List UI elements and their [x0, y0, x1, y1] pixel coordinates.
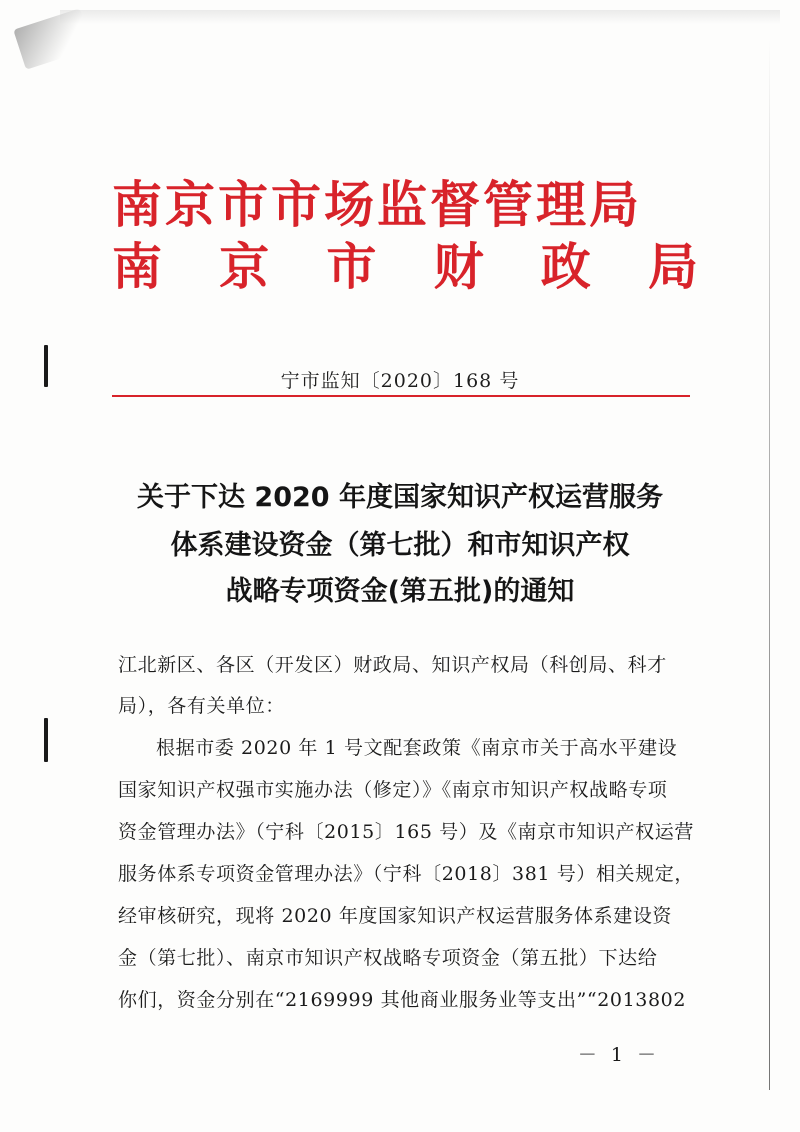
org-char: 京: [219, 238, 270, 296]
org-char: 局: [647, 238, 698, 296]
paragraph-line: 你们，资金分别在“2169999 其他商业服务业等支出”“2013802: [118, 989, 687, 1011]
red-divider: [112, 395, 690, 397]
paragraph-line: 根据市委 2020 年 1 号文配套政策《南京市关于高水平建设: [156, 737, 678, 759]
addressee-line: 局），各有关单位：: [118, 695, 285, 717]
issuing-org-2: [112, 238, 698, 296]
org-char: 政: [540, 238, 591, 296]
document-title-line: 战略专项资金(第五批)的通知: [225, 576, 575, 607]
paragraph-line: 服务体系专项资金管理办法》（宁科〔2018〕381 号）相关规定，: [118, 863, 694, 885]
issuing-org-1: 南京市市场监督管理局: [112, 176, 642, 234]
org-char: 南: [112, 238, 162, 296]
paragraph-line: 金（第七批）、南京市知识产权战略专项资金（第五批）下达给: [118, 947, 658, 969]
org-char: 财: [433, 238, 484, 296]
scan-edge: [60, 10, 780, 24]
document-title-line: 关于下达 2020 年度国家知识产权运营服务: [137, 482, 663, 513]
addressee-line: 江北新区、各区（开发区）财政局、知识产权局（科创局、科才: [118, 654, 667, 676]
paragraph-line: 经审核研究，现将 2020 年度国家知识产权运营服务体系建设资: [118, 905, 673, 927]
binding-mark: [44, 718, 48, 762]
paragraph-line: 国家知识产权强市实施办法（修定）》《南京市知识产权战略专项: [118, 779, 668, 801]
document-number: 宁市监知〔2020〕168 号: [280, 370, 520, 392]
document-title-line: 体系建设资金（第七批）和市知识产权: [170, 530, 630, 561]
org-char: 市: [326, 238, 377, 296]
paragraph-line: 资金管理办法》（宁科〔2015〕165 号）及《南京市知识产权运营: [118, 821, 694, 843]
page-number: － 1 －: [577, 1044, 660, 1066]
